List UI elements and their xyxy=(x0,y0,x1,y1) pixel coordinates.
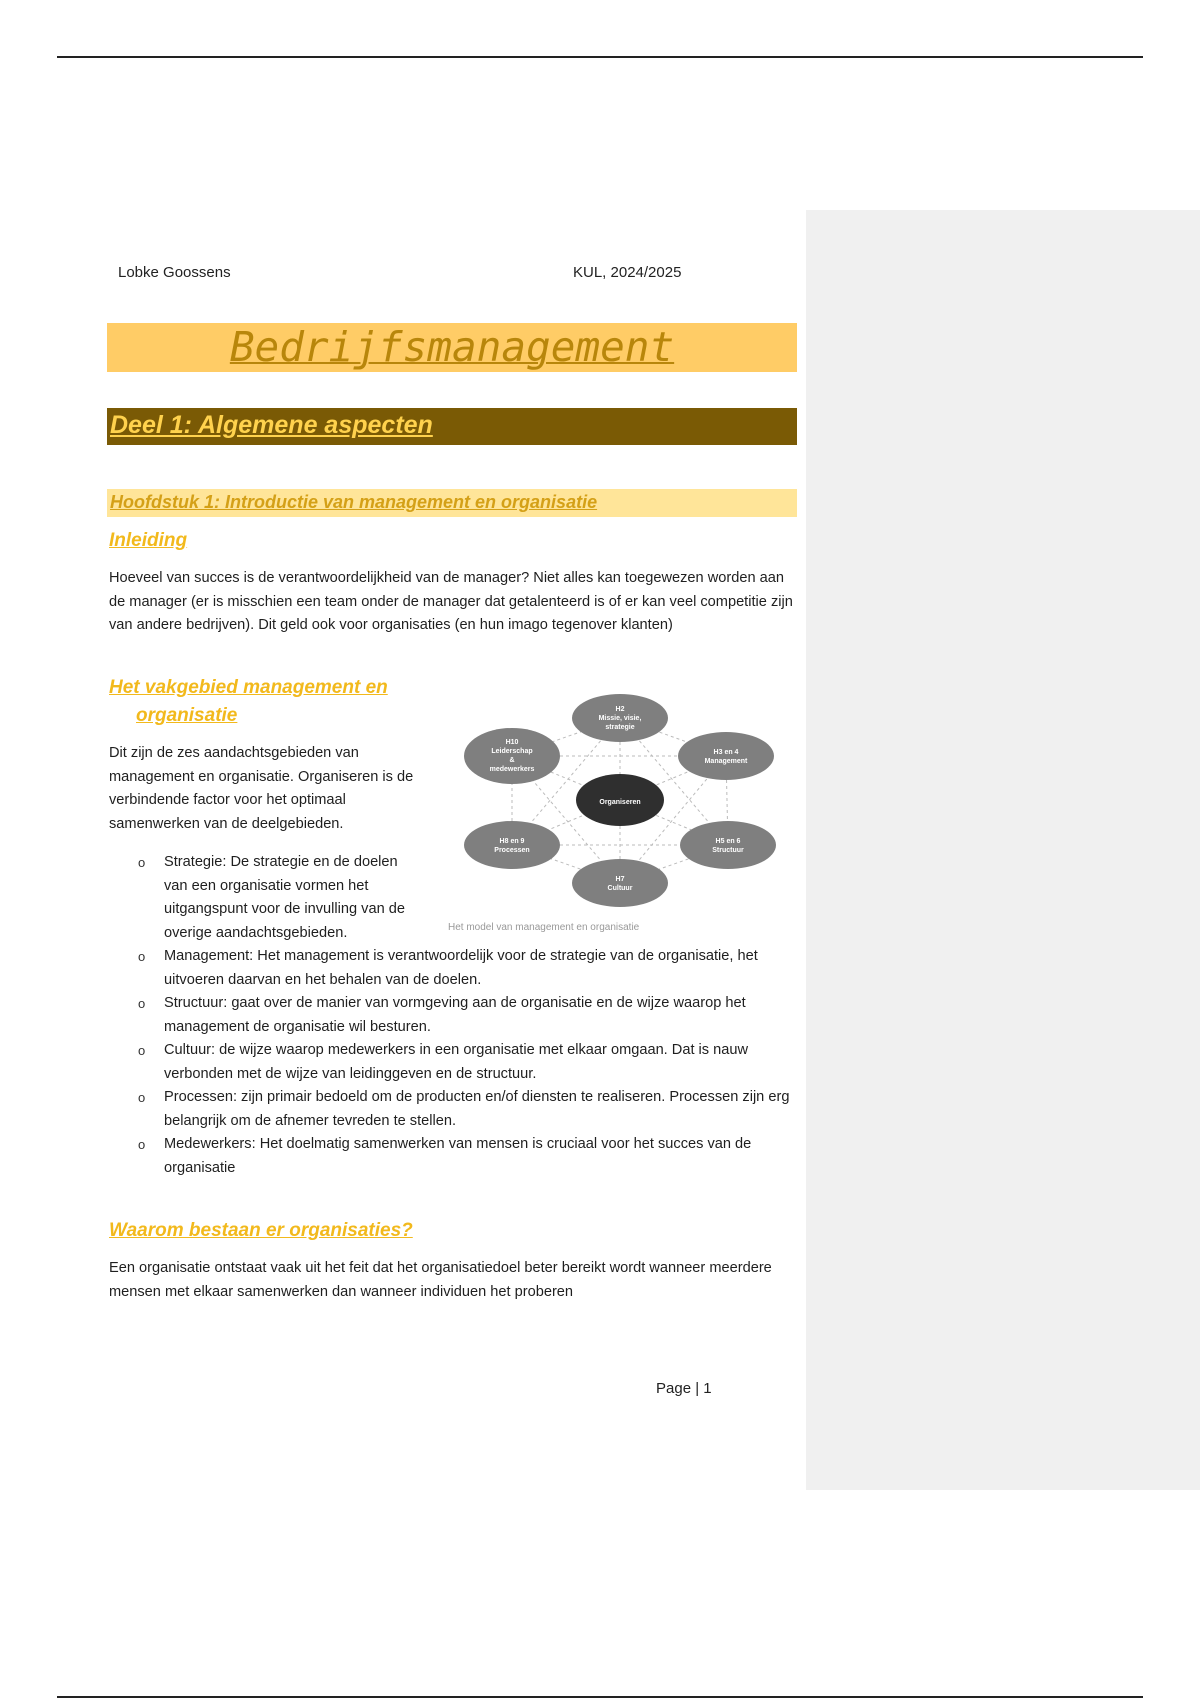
document-title: Bedrijfsmanagement xyxy=(229,323,675,371)
node-leiderschap-l1: H10 xyxy=(505,739,519,746)
bullet-text: Structuur: gaat over de manier van vormgeving aan de organisatie en de wijze waarop het management de organisatie wil besturen. xyxy=(164,995,746,1035)
list-item xyxy=(138,945,798,992)
focus-areas-list xyxy=(138,851,798,1180)
intro-paragraph: Hoeveel van succes is de verantwoordelijkheid van de manager? Niet alles kan toegewezen worden aan de manager (er is misschien een team onder de manager dat getalenteerd is of er kan veel competitie zijn van andere bedrijven). Dit geld ook voor organisaties (en hun imago tegenover klanten) xyxy=(109,570,793,633)
node-strategie-l3: strategie xyxy=(605,724,635,731)
bullet-marker: o xyxy=(138,949,146,964)
node-leiderschap-l3: & xyxy=(509,757,515,764)
node-processen-l2: Processen xyxy=(494,847,530,854)
part-banner xyxy=(107,408,797,445)
node-management-l2: Management xyxy=(704,758,748,765)
node-structuur-l2: Structuur xyxy=(712,847,744,854)
heading-inleiding: Inleiding xyxy=(109,530,188,551)
list-item xyxy=(138,992,798,1039)
node-structuur-l1: H5 en 6 xyxy=(715,838,741,845)
list-item xyxy=(138,1133,798,1180)
chapter-banner xyxy=(107,489,797,517)
bullet-text: Cultuur: de wijze waarop medewerkers in een organisatie met elkaar omgaan. Dat is nauw verbonden met de wijze van leidinggeven en de structuur. xyxy=(164,1042,749,1082)
bullet-text: Strategie: De strategie en de doelen van een organisatie vormen het uitgangspunt voor de invulling van de overige aandachtsgebieden. xyxy=(164,854,405,941)
node-strategie-l1: H2 xyxy=(615,706,625,713)
node-leiderschap-l2: Leiderschap xyxy=(491,748,533,755)
field-paragraph: Dit zijn de zes aandachtsgebieden van management en organisatie. Organiseren is de verbindende factor voor het optimaal samenwerken van de deelgebieden. xyxy=(109,745,414,832)
comment-pane xyxy=(806,210,1200,1490)
node-leiderschap xyxy=(464,728,560,784)
heading-vakgebied-line1: Het vakgebied management en xyxy=(109,677,388,698)
bullet-text: Management: Het management is verantwoordelijk voor de strategie van de organisatie, het uitvoeren daarvan en het behalen van de doelen. xyxy=(164,948,758,988)
heading-vakgebied-line2: organisatie xyxy=(136,705,238,726)
heading-waarom: Waarom bestaan er organisaties? xyxy=(109,1220,413,1241)
bullet-marker: o xyxy=(138,855,146,870)
node-cultuur-l1: H7 xyxy=(615,876,625,883)
node-cultuur-l2: Cultuur xyxy=(607,885,633,892)
list-item xyxy=(138,1086,798,1133)
node-management xyxy=(678,732,774,780)
bullet-marker: o xyxy=(138,1137,146,1152)
list-item xyxy=(138,851,414,945)
node-management-l1: H3 en 4 xyxy=(713,749,739,756)
diagram-caption: Het model van management en organisatie xyxy=(448,922,640,933)
header-institution: KUL, 2024/2025 xyxy=(573,264,682,281)
page-number: Page | 1 xyxy=(656,1380,712,1397)
bullet-marker: o xyxy=(138,996,146,1011)
list-item xyxy=(138,1039,798,1086)
node-strategie-l2: Missie, visie, xyxy=(598,715,642,722)
bullet-text: Medewerkers: Het doelmatig samenwerken van mensen is cruciaal voor het succes van de organisatie xyxy=(164,1136,752,1176)
node-leiderschap-l4: medewerkers xyxy=(489,766,535,773)
header-author: Lobke Goossens xyxy=(118,264,231,281)
title-banner xyxy=(107,323,797,372)
why-paragraph: Een organisatie ontstaat vaak uit het feit dat het organisatiedoel beter bereikt wordt wanneer meerdere mensen met elkaar samenwerken dan wanneer individuen het proberen xyxy=(109,1260,772,1300)
bullet-marker: o xyxy=(138,1043,146,1058)
node-processen-l1: H8 en 9 xyxy=(499,838,525,845)
chapter-title: Hoofdstuk 1: Introductie van management en organisatie xyxy=(110,492,598,512)
bullet-marker: o xyxy=(138,1090,146,1105)
diagram-center-label: Organiseren xyxy=(599,799,641,806)
bullet-text: Processen: zijn primair bedoeld om de producten en/of diensten te realiseren. Processen zijn erg belangrijk om de afnemer tevreden te stellen. xyxy=(164,1089,790,1129)
part-title: Deel 1: Algemene aspecten xyxy=(110,411,433,439)
